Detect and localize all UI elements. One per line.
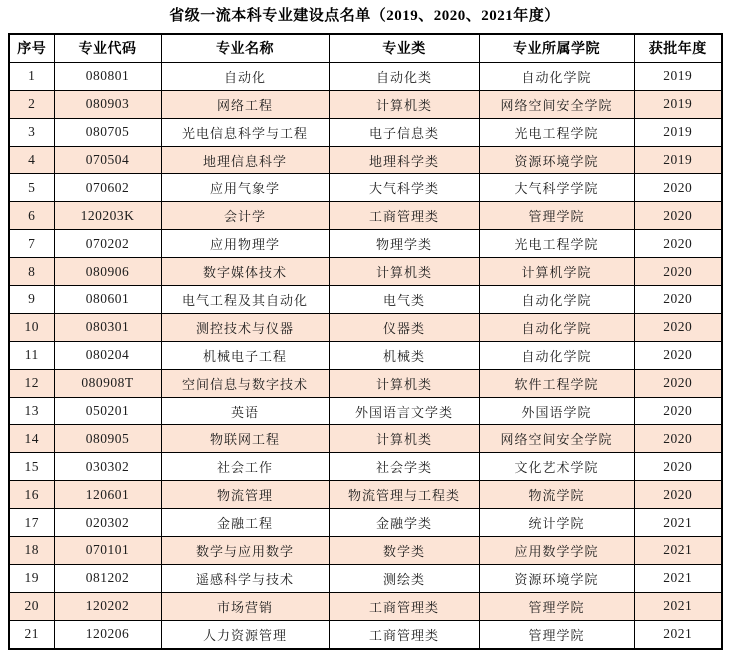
table-cell: 070504 — [54, 146, 161, 174]
table-row — [9, 202, 722, 230]
table-cell: 2020 — [634, 313, 722, 341]
table-cell: 2020 — [634, 286, 722, 314]
page-title: 省级一流本科专业建设点名单（2019、2020、2021年度） — [169, 8, 560, 24]
table-cell: 050201 — [54, 397, 161, 425]
table-row — [9, 258, 722, 286]
table-cell: 金融学类 — [329, 509, 479, 537]
table-cell: 自动化学院 — [479, 62, 634, 90]
column-header: 专业类 — [329, 34, 479, 62]
table-cell: 自动化类 — [329, 62, 479, 90]
table-cell: 10 — [9, 313, 54, 341]
table-row — [9, 453, 722, 481]
table-cell: 15 — [9, 453, 54, 481]
table-cell: 020302 — [54, 509, 161, 537]
column-header: 获批年度 — [634, 34, 722, 62]
table-cell: 管理学院 — [479, 592, 634, 620]
table-cell: 光电信息科学与工程 — [161, 118, 329, 146]
table-cell: 计算机类 — [329, 369, 479, 397]
header-row — [9, 34, 722, 62]
table-cell: 自动化学院 — [479, 341, 634, 369]
table-cell: 19 — [9, 564, 54, 592]
table-row — [9, 369, 722, 397]
table-cell: 市场营销 — [161, 592, 329, 620]
table-cell: 080601 — [54, 286, 161, 314]
table-cell: 120601 — [54, 481, 161, 509]
table-cell: 计算机类 — [329, 90, 479, 118]
table-cell: 2021 — [634, 592, 722, 620]
table-cell: 2020 — [634, 425, 722, 453]
table-row — [9, 397, 722, 425]
table-header — [9, 34, 722, 62]
table-cell: 机械类 — [329, 341, 479, 369]
table-cell: 计算机学院 — [479, 258, 634, 286]
table-cell: 1 — [9, 62, 54, 90]
table-cell: 遥感科学与技术 — [161, 564, 329, 592]
column-header: 专业所属学院 — [479, 34, 634, 62]
table-cell: 网络工程 — [161, 90, 329, 118]
table-cell: 电气工程及其自动化 — [161, 286, 329, 314]
table-cell: 计算机类 — [329, 425, 479, 453]
table-cell: 12 — [9, 369, 54, 397]
table-cell: 数学与应用数学 — [161, 537, 329, 565]
table-cell: 自动化 — [161, 62, 329, 90]
table-cell: 2020 — [634, 174, 722, 202]
table-cell: 工商管理类 — [329, 592, 479, 620]
table-cell: 网络空间安全学院 — [479, 90, 634, 118]
table-cell: 9 — [9, 286, 54, 314]
table-cell: 物理学类 — [329, 230, 479, 258]
table-row — [9, 313, 722, 341]
table-cell: 2021 — [634, 564, 722, 592]
table-cell: 电子信息类 — [329, 118, 479, 146]
majors-table — [8, 33, 723, 650]
table-cell: 计算机类 — [329, 258, 479, 286]
table-cell: 080705 — [54, 118, 161, 146]
table-row — [9, 341, 722, 369]
table-cell: 5 — [9, 174, 54, 202]
column-header: 专业名称 — [161, 34, 329, 62]
table-cell: 2021 — [634, 620, 722, 648]
table-cell: 金融工程 — [161, 509, 329, 537]
table-cell: 光电工程学院 — [479, 118, 634, 146]
table-cell: 社会工作 — [161, 453, 329, 481]
table-cell: 120202 — [54, 592, 161, 620]
table-row — [9, 230, 722, 258]
table-cell: 电气类 — [329, 286, 479, 314]
table-cell: 工商管理类 — [329, 620, 479, 648]
table-row — [9, 592, 722, 620]
table-cell: 080301 — [54, 313, 161, 341]
table-cell: 光电工程学院 — [479, 230, 634, 258]
table-cell: 2020 — [634, 230, 722, 258]
table-cell: 2019 — [634, 90, 722, 118]
table-cell: 统计学院 — [479, 509, 634, 537]
table-body — [9, 62, 722, 648]
table-cell: 大气科学学院 — [479, 174, 634, 202]
table-cell: 软件工程学院 — [479, 369, 634, 397]
table-cell: 2020 — [634, 258, 722, 286]
table-row — [9, 537, 722, 565]
table-cell: 仪器类 — [329, 313, 479, 341]
table-cell: 16 — [9, 481, 54, 509]
table-cell: 网络空间安全学院 — [479, 425, 634, 453]
table-cell: 管理学院 — [479, 202, 634, 230]
table-cell: 080903 — [54, 90, 161, 118]
table-cell: 社会学类 — [329, 453, 479, 481]
table-cell: 物流管理与工程类 — [329, 481, 479, 509]
table-cell: 4 — [9, 146, 54, 174]
table-cell: 7 — [9, 230, 54, 258]
table-cell: 2020 — [634, 369, 722, 397]
table-row — [9, 90, 722, 118]
table-cell: 物联网工程 — [161, 425, 329, 453]
table-cell: 资源环境学院 — [479, 564, 634, 592]
table-cell: 应用气象学 — [161, 174, 329, 202]
table-cell: 120203K — [54, 202, 161, 230]
table-cell: 11 — [9, 341, 54, 369]
table-row — [9, 620, 722, 648]
table-cell: 3 — [9, 118, 54, 146]
table-row — [9, 481, 722, 509]
table-cell: 数学类 — [329, 537, 479, 565]
table-row — [9, 509, 722, 537]
table-cell: 外国语言文学类 — [329, 397, 479, 425]
table-cell: 自动化学院 — [479, 286, 634, 314]
table-cell: 2020 — [634, 202, 722, 230]
table-cell: 文化艺术学院 — [479, 453, 634, 481]
table-cell: 大气科学类 — [329, 174, 479, 202]
table-cell: 8 — [9, 258, 54, 286]
table-cell: 工商管理类 — [329, 202, 479, 230]
table-cell: 机械电子工程 — [161, 341, 329, 369]
table-cell: 081202 — [54, 564, 161, 592]
table-row — [9, 62, 722, 90]
table-row — [9, 118, 722, 146]
table-cell: 2020 — [634, 397, 722, 425]
table-row — [9, 146, 722, 174]
column-header: 专业代码 — [54, 34, 161, 62]
table-cell: 自动化学院 — [479, 313, 634, 341]
table-cell: 6 — [9, 202, 54, 230]
table-cell: 外国语学院 — [479, 397, 634, 425]
table-cell: 080906 — [54, 258, 161, 286]
table-cell: 物流管理 — [161, 481, 329, 509]
table-cell: 14 — [9, 425, 54, 453]
table-cell: 数字媒体技术 — [161, 258, 329, 286]
table-cell: 物流学院 — [479, 481, 634, 509]
table-cell: 080905 — [54, 425, 161, 453]
table-cell: 测控技术与仪器 — [161, 313, 329, 341]
table-cell: 地理信息科学 — [161, 146, 329, 174]
table-cell: 080908T — [54, 369, 161, 397]
table-cell: 20 — [9, 592, 54, 620]
table-cell: 030302 — [54, 453, 161, 481]
table-cell: 080204 — [54, 341, 161, 369]
table-cell: 2020 — [634, 481, 722, 509]
table-cell: 资源环境学院 — [479, 146, 634, 174]
table-cell: 管理学院 — [479, 620, 634, 648]
table-row — [9, 286, 722, 314]
table-cell: 070202 — [54, 230, 161, 258]
table-cell: 应用数学学院 — [479, 537, 634, 565]
table-cell: 13 — [9, 397, 54, 425]
table-cell: 2 — [9, 90, 54, 118]
table-cell: 070101 — [54, 537, 161, 565]
table-row — [9, 174, 722, 202]
table-cell: 120206 — [54, 620, 161, 648]
table-cell: 2020 — [634, 453, 722, 481]
table-cell: 2021 — [634, 537, 722, 565]
table-cell: 18 — [9, 537, 54, 565]
table-cell: 2019 — [634, 118, 722, 146]
table-cell: 会计学 — [161, 202, 329, 230]
table-cell: 070602 — [54, 174, 161, 202]
table-cell: 英语 — [161, 397, 329, 425]
column-header: 序号 — [9, 34, 54, 62]
table-row — [9, 425, 722, 453]
table-cell: 人力资源管理 — [161, 620, 329, 648]
table-cell: 应用物理学 — [161, 230, 329, 258]
table-cell: 2021 — [634, 509, 722, 537]
table-cell: 2019 — [634, 146, 722, 174]
table-cell: 21 — [9, 620, 54, 648]
table-cell: 地理科学类 — [329, 146, 479, 174]
table-cell: 空间信息与数字技术 — [161, 369, 329, 397]
table-cell: 2020 — [634, 341, 722, 369]
table-cell: 测绘类 — [329, 564, 479, 592]
table-cell: 080801 — [54, 62, 161, 90]
table-cell: 2019 — [634, 62, 722, 90]
table-cell: 17 — [9, 509, 54, 537]
table-row — [9, 564, 722, 592]
